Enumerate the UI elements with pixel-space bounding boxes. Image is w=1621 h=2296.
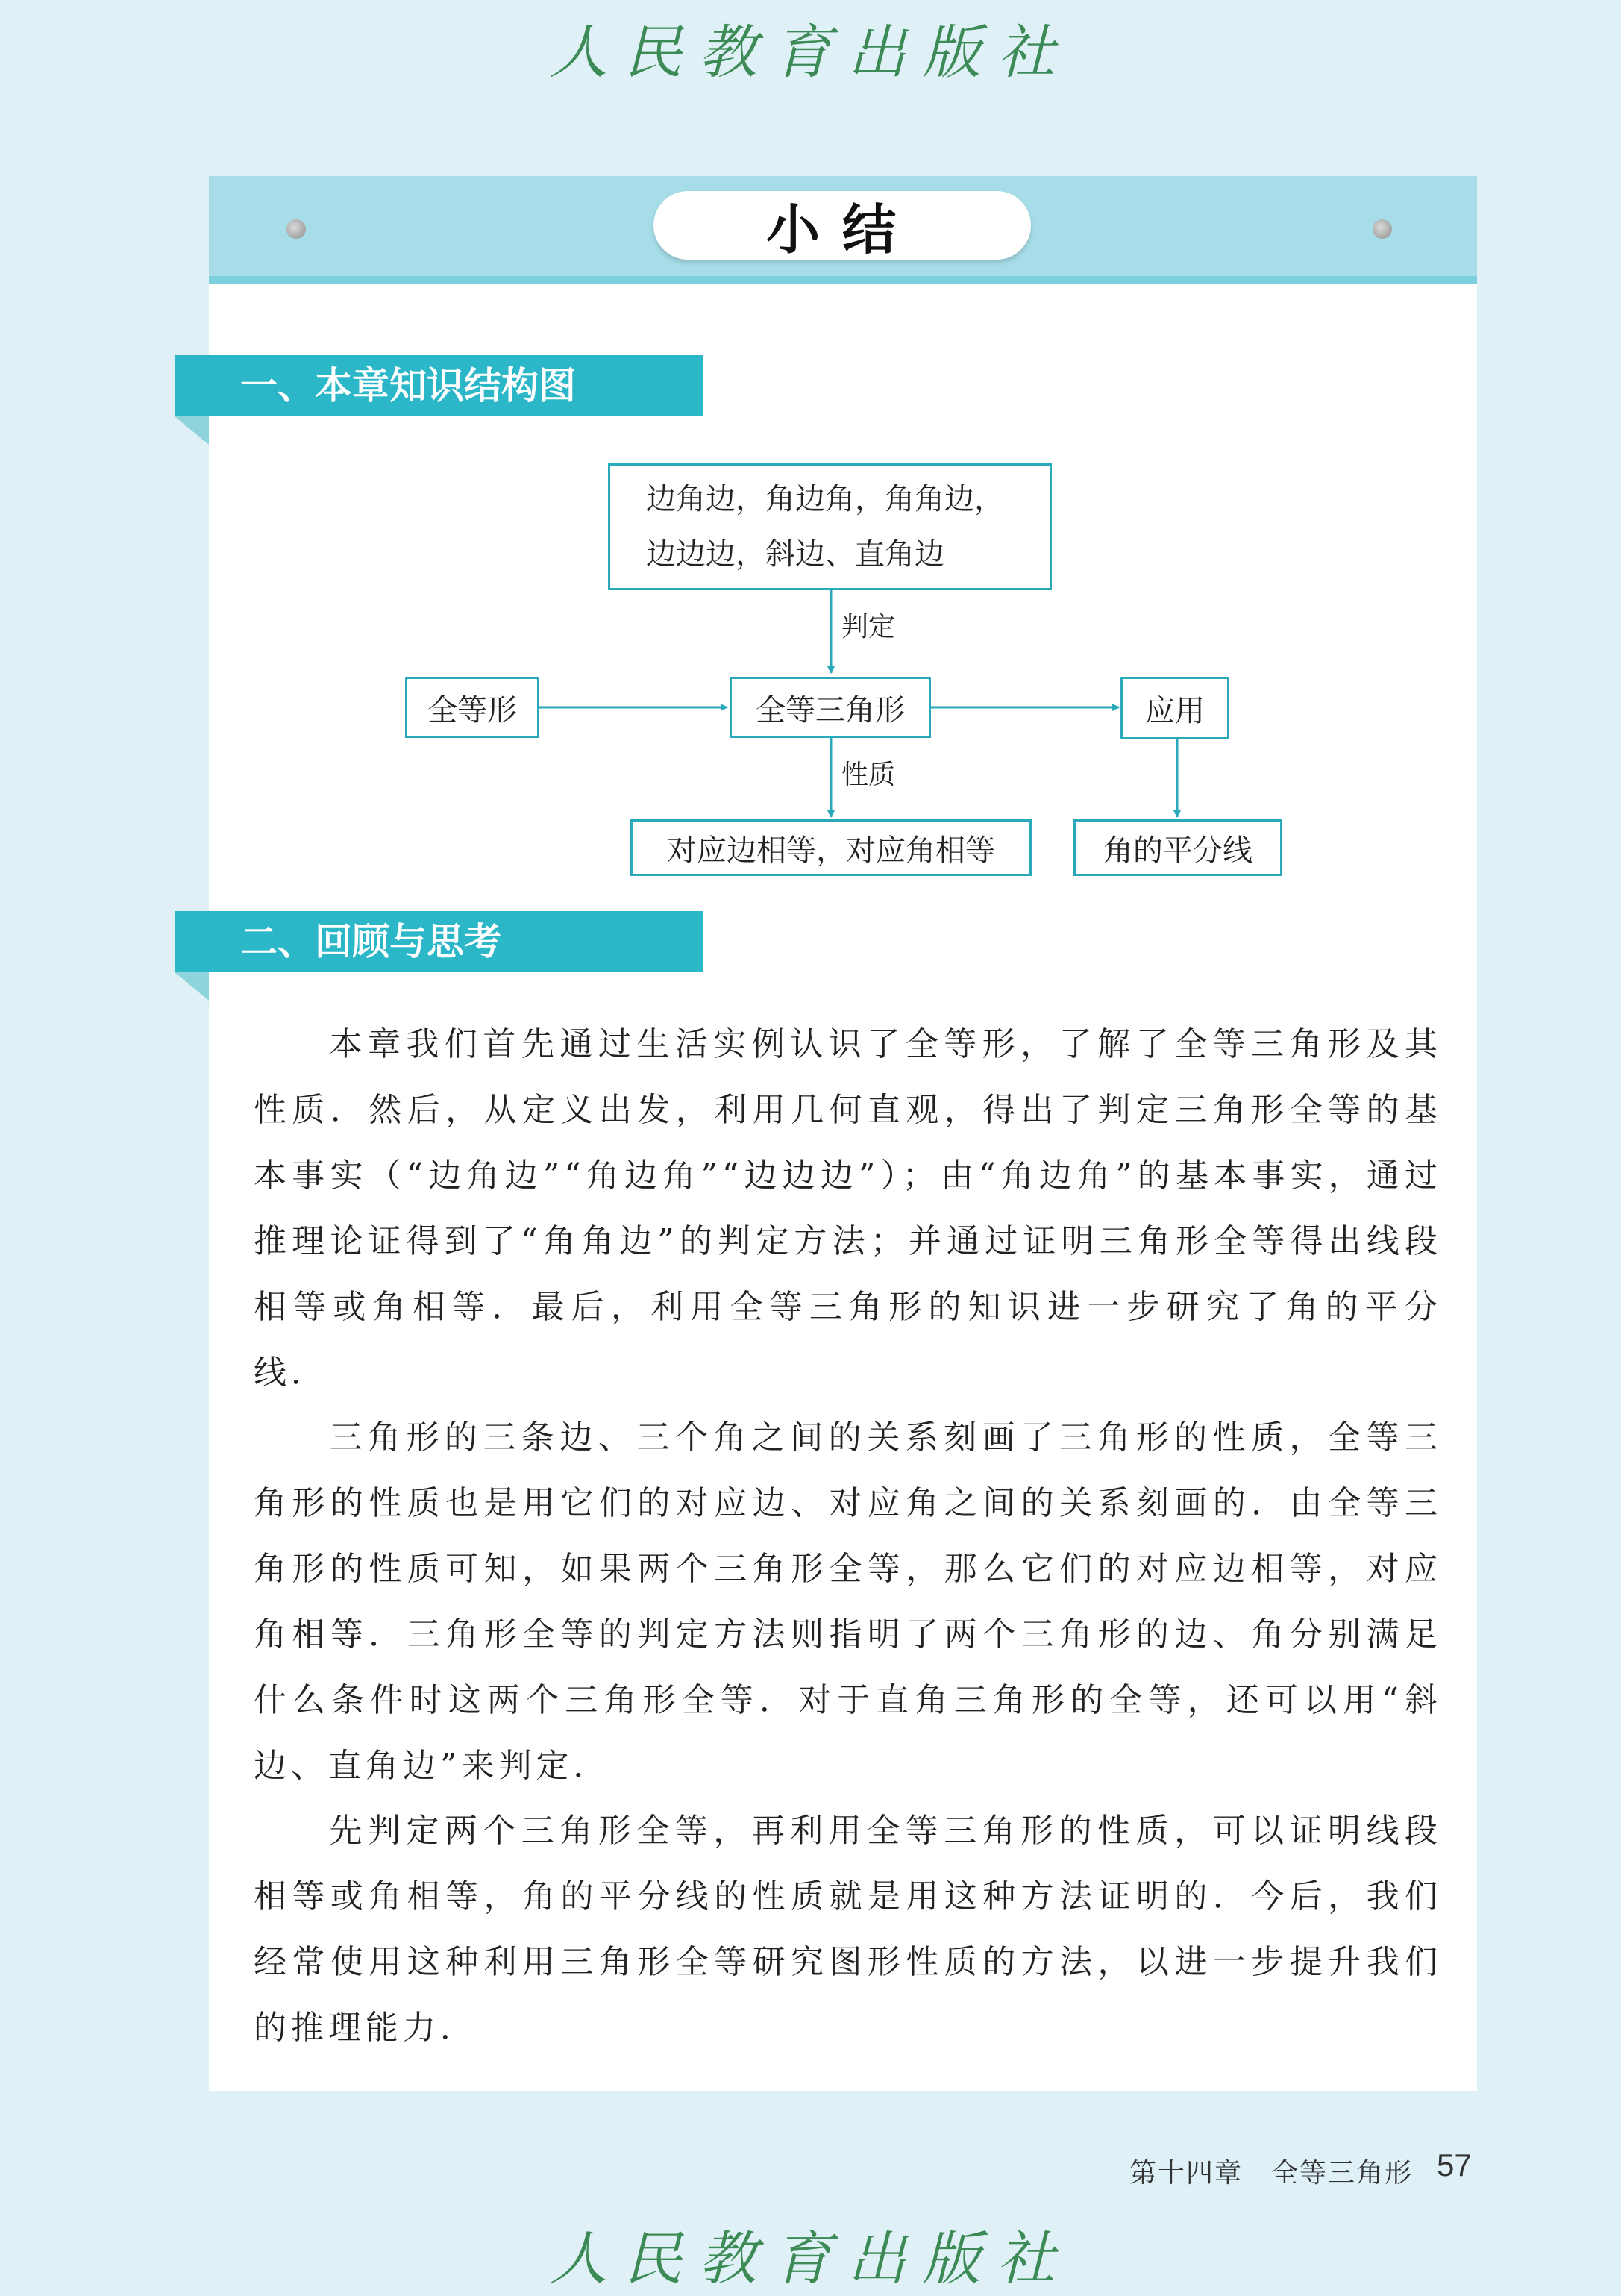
congruent-triangle-box: 全等三角形 (730, 677, 931, 738)
application-box: 应用 (1120, 677, 1229, 739)
section-heading-review: 二、回顾与思考 (175, 911, 703, 972)
page-number: 57 (1437, 2148, 1472, 2183)
paragraph-1 (254, 1012, 1442, 1406)
paragraph-3-text: 先判定两个三角形全等，再利用全等三角形的性质，可以证明线段相等或角相等，角的平分线的性质就是用这种方法证明的．今后，我们经常使用这种利用三角形全等研究图形性质的方法，以进一步提升我们的推理能力． (254, 1812, 1442, 2047)
paragraph-2-text: 三角形的三条边、三个角之间的关系刻画了三角形的性质，全等三角形的性质也是用它们的对应边、对应角之间的关系刻画的．由全等三角形的性质可知，如果两个三角形全等，那么它们的对应边相等，对应角相等．三角形全等的判定方法则指明了两个三角形的边、角分别满足什么条件时这两个三角形全等．对于直角三角形的全等，还可以用“斜边、直角边”来判定． (254, 1418, 1442, 1785)
publisher-logo-top: 人民教育出版社 (549, 19, 1072, 87)
congruent-figure-box: 全等形 (405, 677, 539, 738)
angle-bisector-box: 角的平分线 (1073, 819, 1282, 876)
property-box: 对应边相等，对应角相等 (630, 819, 1032, 876)
label-judge: 判定 (841, 612, 896, 642)
footer-chapter: 第十四章 全等三角形 (1129, 2158, 1414, 2189)
criteria-line-2: 边边边，斜边、直角边 (646, 537, 944, 572)
page-title: 小结 (653, 191, 1031, 260)
paragraph-2 (254, 1405, 1442, 1799)
criteria-box (608, 463, 1052, 590)
section-tab-decoration (175, 972, 209, 1001)
publisher-logo-bottom: 人民教育出版社 (549, 2226, 1072, 2293)
paragraph-1-text: 本章我们首先通过生活实例认识了全等形，了解了全等三角形及其性质．然后，从定义出发，利用几何直观，得出了判定三角形全等的基本事实（“边角边”“角边角”“边边边”）；由“角边角”的基本事实，通过推理论证得到了“角角边”的判定方法；并通过证明三角形全等得出线段相等或角相等．最后，利用全等三角形的知识进一步研究了角的平分线． (254, 1025, 1442, 1392)
paragraph-3 (254, 1798, 1442, 2061)
label-property: 性质 (841, 760, 896, 790)
section-heading-structure: 一、本章知识结构图 (175, 355, 703, 416)
criteria-line-1: 边角边，角边角，角角边， (646, 482, 1004, 516)
